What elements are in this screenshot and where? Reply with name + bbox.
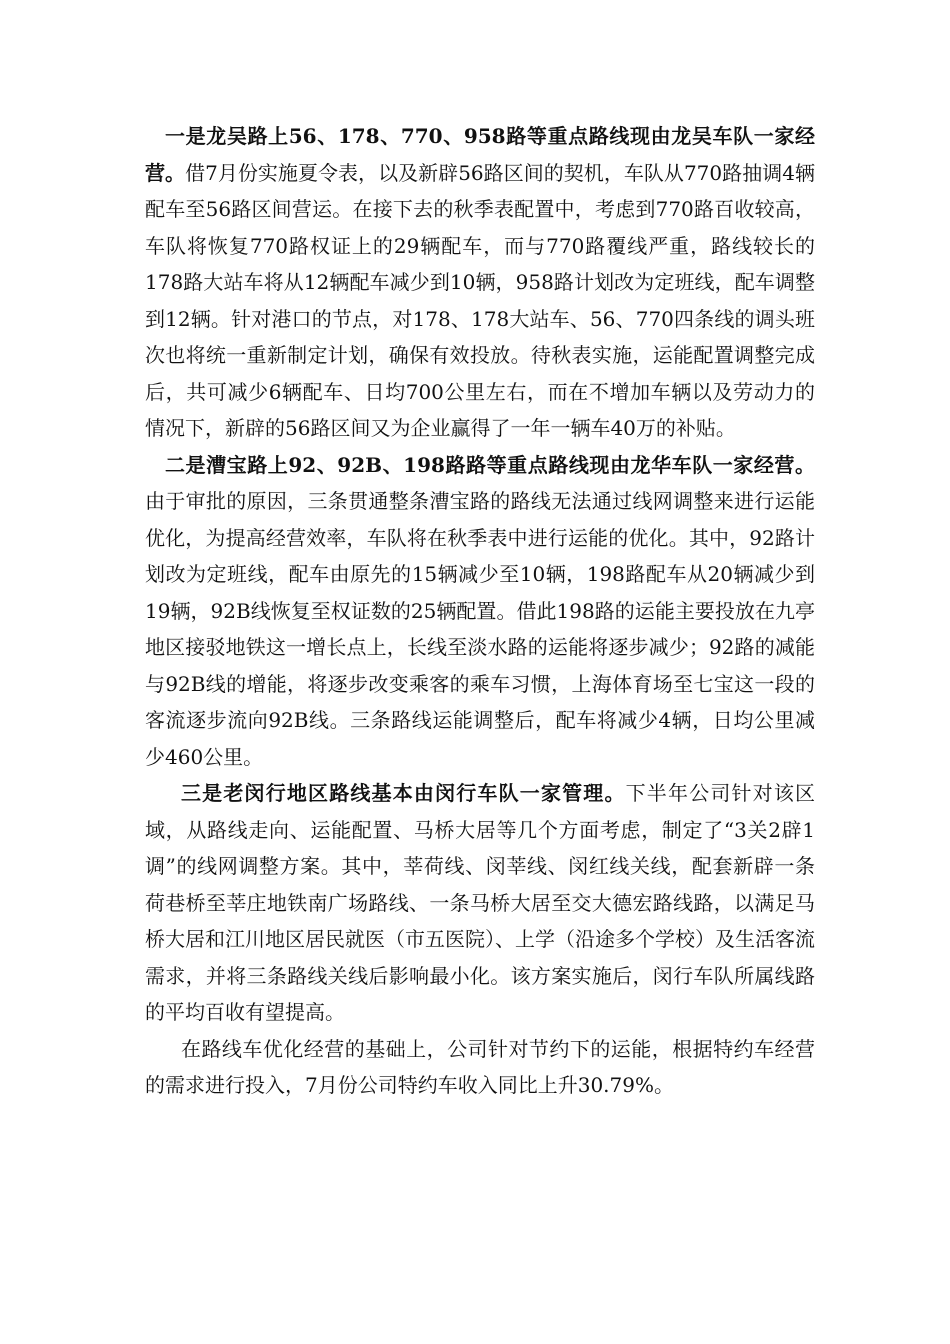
paragraph-minhang [145, 775, 815, 1031]
paragraph-heading: 三是老闵行地区路线基本由闵行车队一家管理。 [181, 781, 626, 805]
paragraph-body: 借7月份实施夏令表，以及新辟56路区间的契机，车队从770路抽调4辆配车至56路区间营运。在接下去的秋季表配置中，考虑到770路百收较高，车队将恢复770路权证上的29辆配车，而与770路覆线严重，路线较长的178路大站车将从12辆配车减少到10辆，958路计划改为定班线，配车调整到12辆。针对港口的节点，对178、178大站车、56、770四条线的调头班次也将统一重新制定计划，确保有效投放。待秋表实施，运能配置调整完成后，共可减少6辆配车、日均700公里左右，而在不增加车辆以及劳动力的情况下，新辟的56路区间又为企业赢得了一年一辆车40万的补贴。 [145, 160, 815, 440]
paragraph-heading: 一是龙吴路上56、178、770、958路等重点路线现由龙吴车队一家经营。 [145, 124, 815, 185]
paragraph-charter [145, 1031, 815, 1104]
paragraph-body: 下半年公司针对该区域，从路线走向、运能配置、马桥大居等几个方面考虑，制定了“3关2辟1调”的线网调整方案。其中，莘荷线、闵莘线、闵红线关线，配套新辟一条荷巷桥至莘庄地铁南广场路线、一条马桥大居至交大德宏路线路，以满足马桥大居和江川地区居民就医（市五医院）、上学（沿途多个学校）及生活客流需求，并将三条路线关线后影响最小化。该方案实施后，闵行车队所属线路的平均百收有望提高。 [145, 781, 816, 1024]
paragraph-longwu [145, 118, 815, 447]
paragraph-caobao [145, 447, 815, 776]
paragraph-body: 在路线车优化经营的基础上，公司针对节约下的运能，根据特约车经营的需求进行投入，7月份公司特约车收入同比上升30.79%。 [145, 1036, 815, 1097]
paragraph-body: 由于审批的原因，三条贯通整条漕宝路的路线无法通过线网调整来进行运能优化，为提高经营效率，车队将在秋季表中进行运能的优化。其中，92路计划改为定班线，配车由原先的15辆减少至10辆，198路配车从20辆减少到19辆，92B线恢复至权证数的25辆配置。借此198路的运能主要投放在九亭地区接驳地铁这一增长点上，长线至淡水路的运能将逐步减少；92路的减能与92B线的增能，将逐步改变乘客的乘车习惯，上海体育场至七宝这一段的客流逐步流向92B线。三条路线运能调整后，配车将减少4辆，日均公里减少460公里。 [145, 489, 815, 769]
document-page [145, 118, 815, 1104]
paragraph-heading: 二是漕宝路上92、92B、198路路等重点路线现由龙华车队一家经营。 [165, 452, 815, 477]
